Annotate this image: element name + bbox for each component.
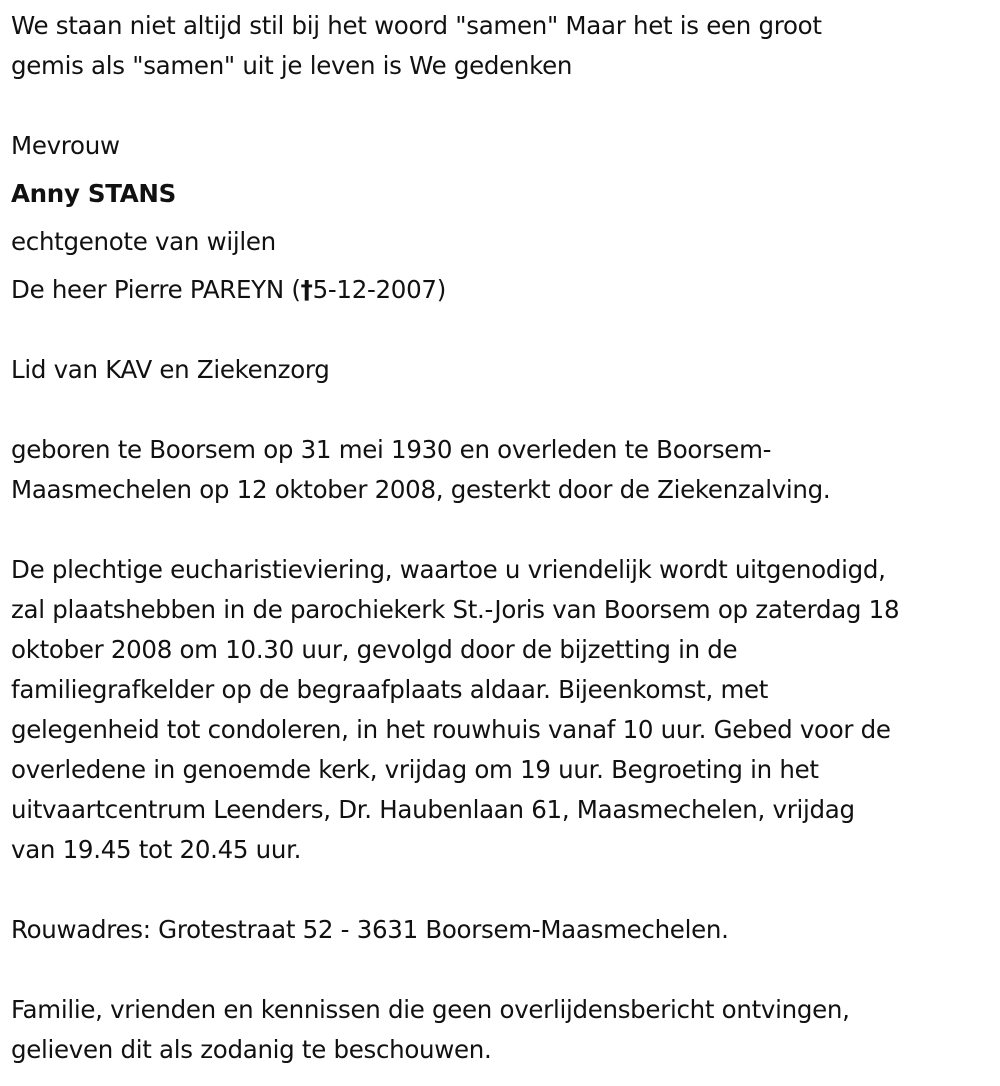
spouse-suffix: ) (436, 275, 446, 304)
spacer (11, 86, 996, 126)
person-relation: echtgenote van wijlen (11, 227, 276, 256)
ceremony-line: overledene in genoemde kerk, vrijdag om 19 uur. Begroeting in het (11, 755, 819, 784)
person-name: Anny STANS (11, 179, 176, 208)
ceremony-line: uitvaartcentrum Leenders, Dr. Haubenlaan 61, Maasmechelen, vrijdag (11, 795, 855, 824)
closing-line: gelieven dit als zodanig te beschouwen. (11, 1035, 492, 1064)
opening-quote (11, 6, 996, 86)
obituary-text (11, 6, 996, 1070)
spouse-name: De heer Pierre PAREYN ( (11, 275, 301, 304)
closing-line: Familie, vrienden en kennissen die geen overlijdensbericht ontvingen, (11, 995, 850, 1024)
spouse-death-date: 5-12-2007 (312, 275, 437, 304)
person-block (11, 126, 996, 310)
closing-paragraph (11, 990, 996, 1070)
ceremony-line: zal plaatshebben in de parochiekerk St.-Joris van Boorsem op zaterdag 18 (11, 595, 900, 624)
quote-line: gemis als "samen" uit je leven is We gedenken (11, 51, 573, 80)
address-line: Rouwadres: Grotestraat 52 - 3631 Boorsem-Maasmechelen. (11, 915, 729, 944)
spacer (11, 870, 996, 910)
ceremony-line: gelegenheid tot condoleren, in het rouwhuis vanaf 10 uur. Gebed voor de (11, 715, 891, 744)
ceremony-line: familiegrafkelder op de begraafplaats aldaar. Bijeenkomst, met (11, 675, 769, 704)
ceremony-line: oktober 2008 om 10.30 uur, gevolgd door de bijzetting in de (11, 635, 738, 664)
birth-death-line: Maasmechelen op 12 oktober 2008, gesterkt door de Ziekenzalving. (11, 475, 831, 504)
ceremony-line: De plechtige eucharistieviering, waartoe u vriendelijk wordt uitgenodigd, (11, 555, 886, 584)
cross-icon: † (300, 275, 313, 304)
mourning-address (11, 910, 996, 950)
quote-line: We staan niet altijd stil bij het woord "samen" Maar het is een groot (11, 11, 822, 40)
ceremony-line: van 19.45 tot 20.45 uur. (11, 835, 302, 864)
ceremony-paragraph (11, 550, 996, 870)
person-title: Mevrouw (11, 131, 120, 160)
birth-death-line: geboren te Boorsem op 31 mei 1930 en overleden te Boorsem- (11, 435, 772, 464)
spouse-line (11, 270, 996, 310)
membership-line: Lid van KAV en Ziekenzorg (11, 355, 330, 384)
birth-death-paragraph (11, 430, 996, 510)
spacer (11, 950, 996, 990)
spacer (11, 310, 996, 350)
membership (11, 350, 996, 390)
spacer (11, 510, 996, 550)
spacer (11, 390, 996, 430)
